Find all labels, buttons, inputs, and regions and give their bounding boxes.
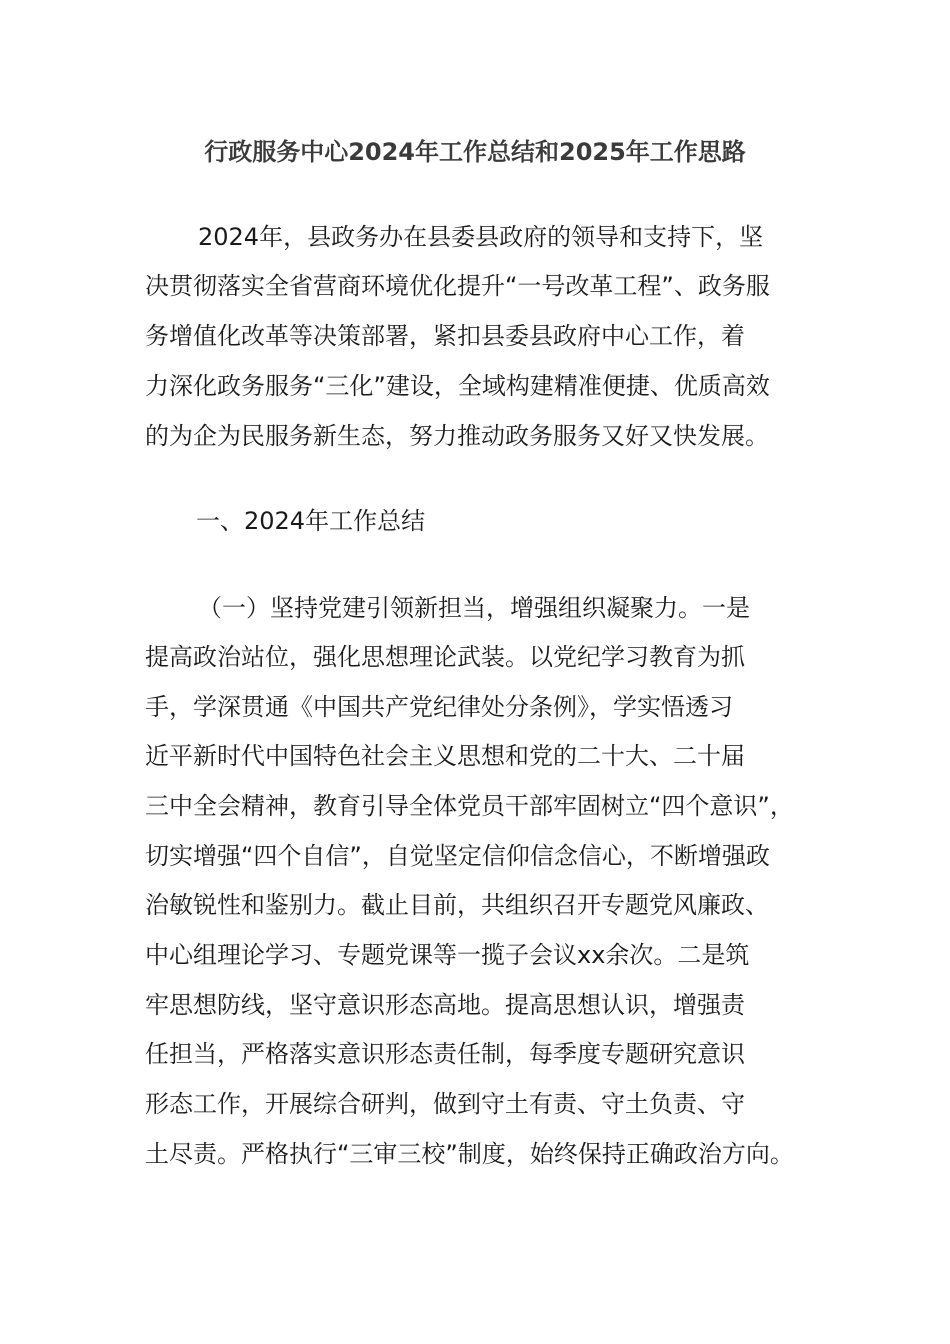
body-line: 形态工作，开展综合研判，做到守土有责、守土负责、守: [145, 1090, 745, 1118]
body-line: 提高政治站位，强化思想理论武装。以党纪学习教育为抓: [145, 643, 745, 671]
body-line: 土尽责。严格执行“三审三校”制度，始终保持正确政治方向。: [145, 1140, 794, 1168]
intro-line: 2024年，县政务办在县委县政府的领导和支持下，坚: [198, 223, 764, 251]
body-line: 近平新时代中国特色社会主义思想和党的二十大、二十届: [145, 742, 745, 770]
body-line: 手，学深贯通《中国共产党纪律处分条例》，学实悟透习: [145, 693, 733, 721]
intro-line: 决贯彻落实全省营商环境优化提升“一号改革工程”、政务服: [145, 272, 770, 300]
intro-line: 务增值化改革等决策部署，紧扣县委县政府中心工作，着: [145, 322, 745, 350]
section-heading: 一、2024年工作总结: [196, 507, 426, 535]
body-line: 任担当，严格落实意识形态责任制，每季度专题研究意识: [145, 1040, 745, 1068]
intro-line: 力深化政务服务“三化”建设，全域构建精准便捷、优质高效: [145, 372, 770, 400]
body-line: 三中全会精神，教育引导全体党员干部牢固树立“四个意识”，: [145, 792, 794, 820]
body-line: 切实增强“四个自信”，自觉坚定信仰信念信心，不断增强政: [145, 842, 770, 870]
document-title: 行政服务中心2024年工作总结和2025年工作思路: [204, 138, 746, 166]
body-line: 牢思想防线，坚守意识形态高地。提高思想认识，增强责: [145, 991, 745, 1019]
body-line: 治敏锐性和鉴别力。截止目前，共组织召开专题党风廉政、: [145, 891, 769, 919]
body-line: （一）坚持党建引领新担当，增强组织凝聚力。一是: [198, 594, 750, 622]
body-line: 中心组理论学习、专题党课等一揽子会议xx余次。二是筑: [145, 941, 750, 969]
intro-line: 的为企为民服务新生态，努力推动政务服务又好又快发展。: [145, 422, 769, 450]
